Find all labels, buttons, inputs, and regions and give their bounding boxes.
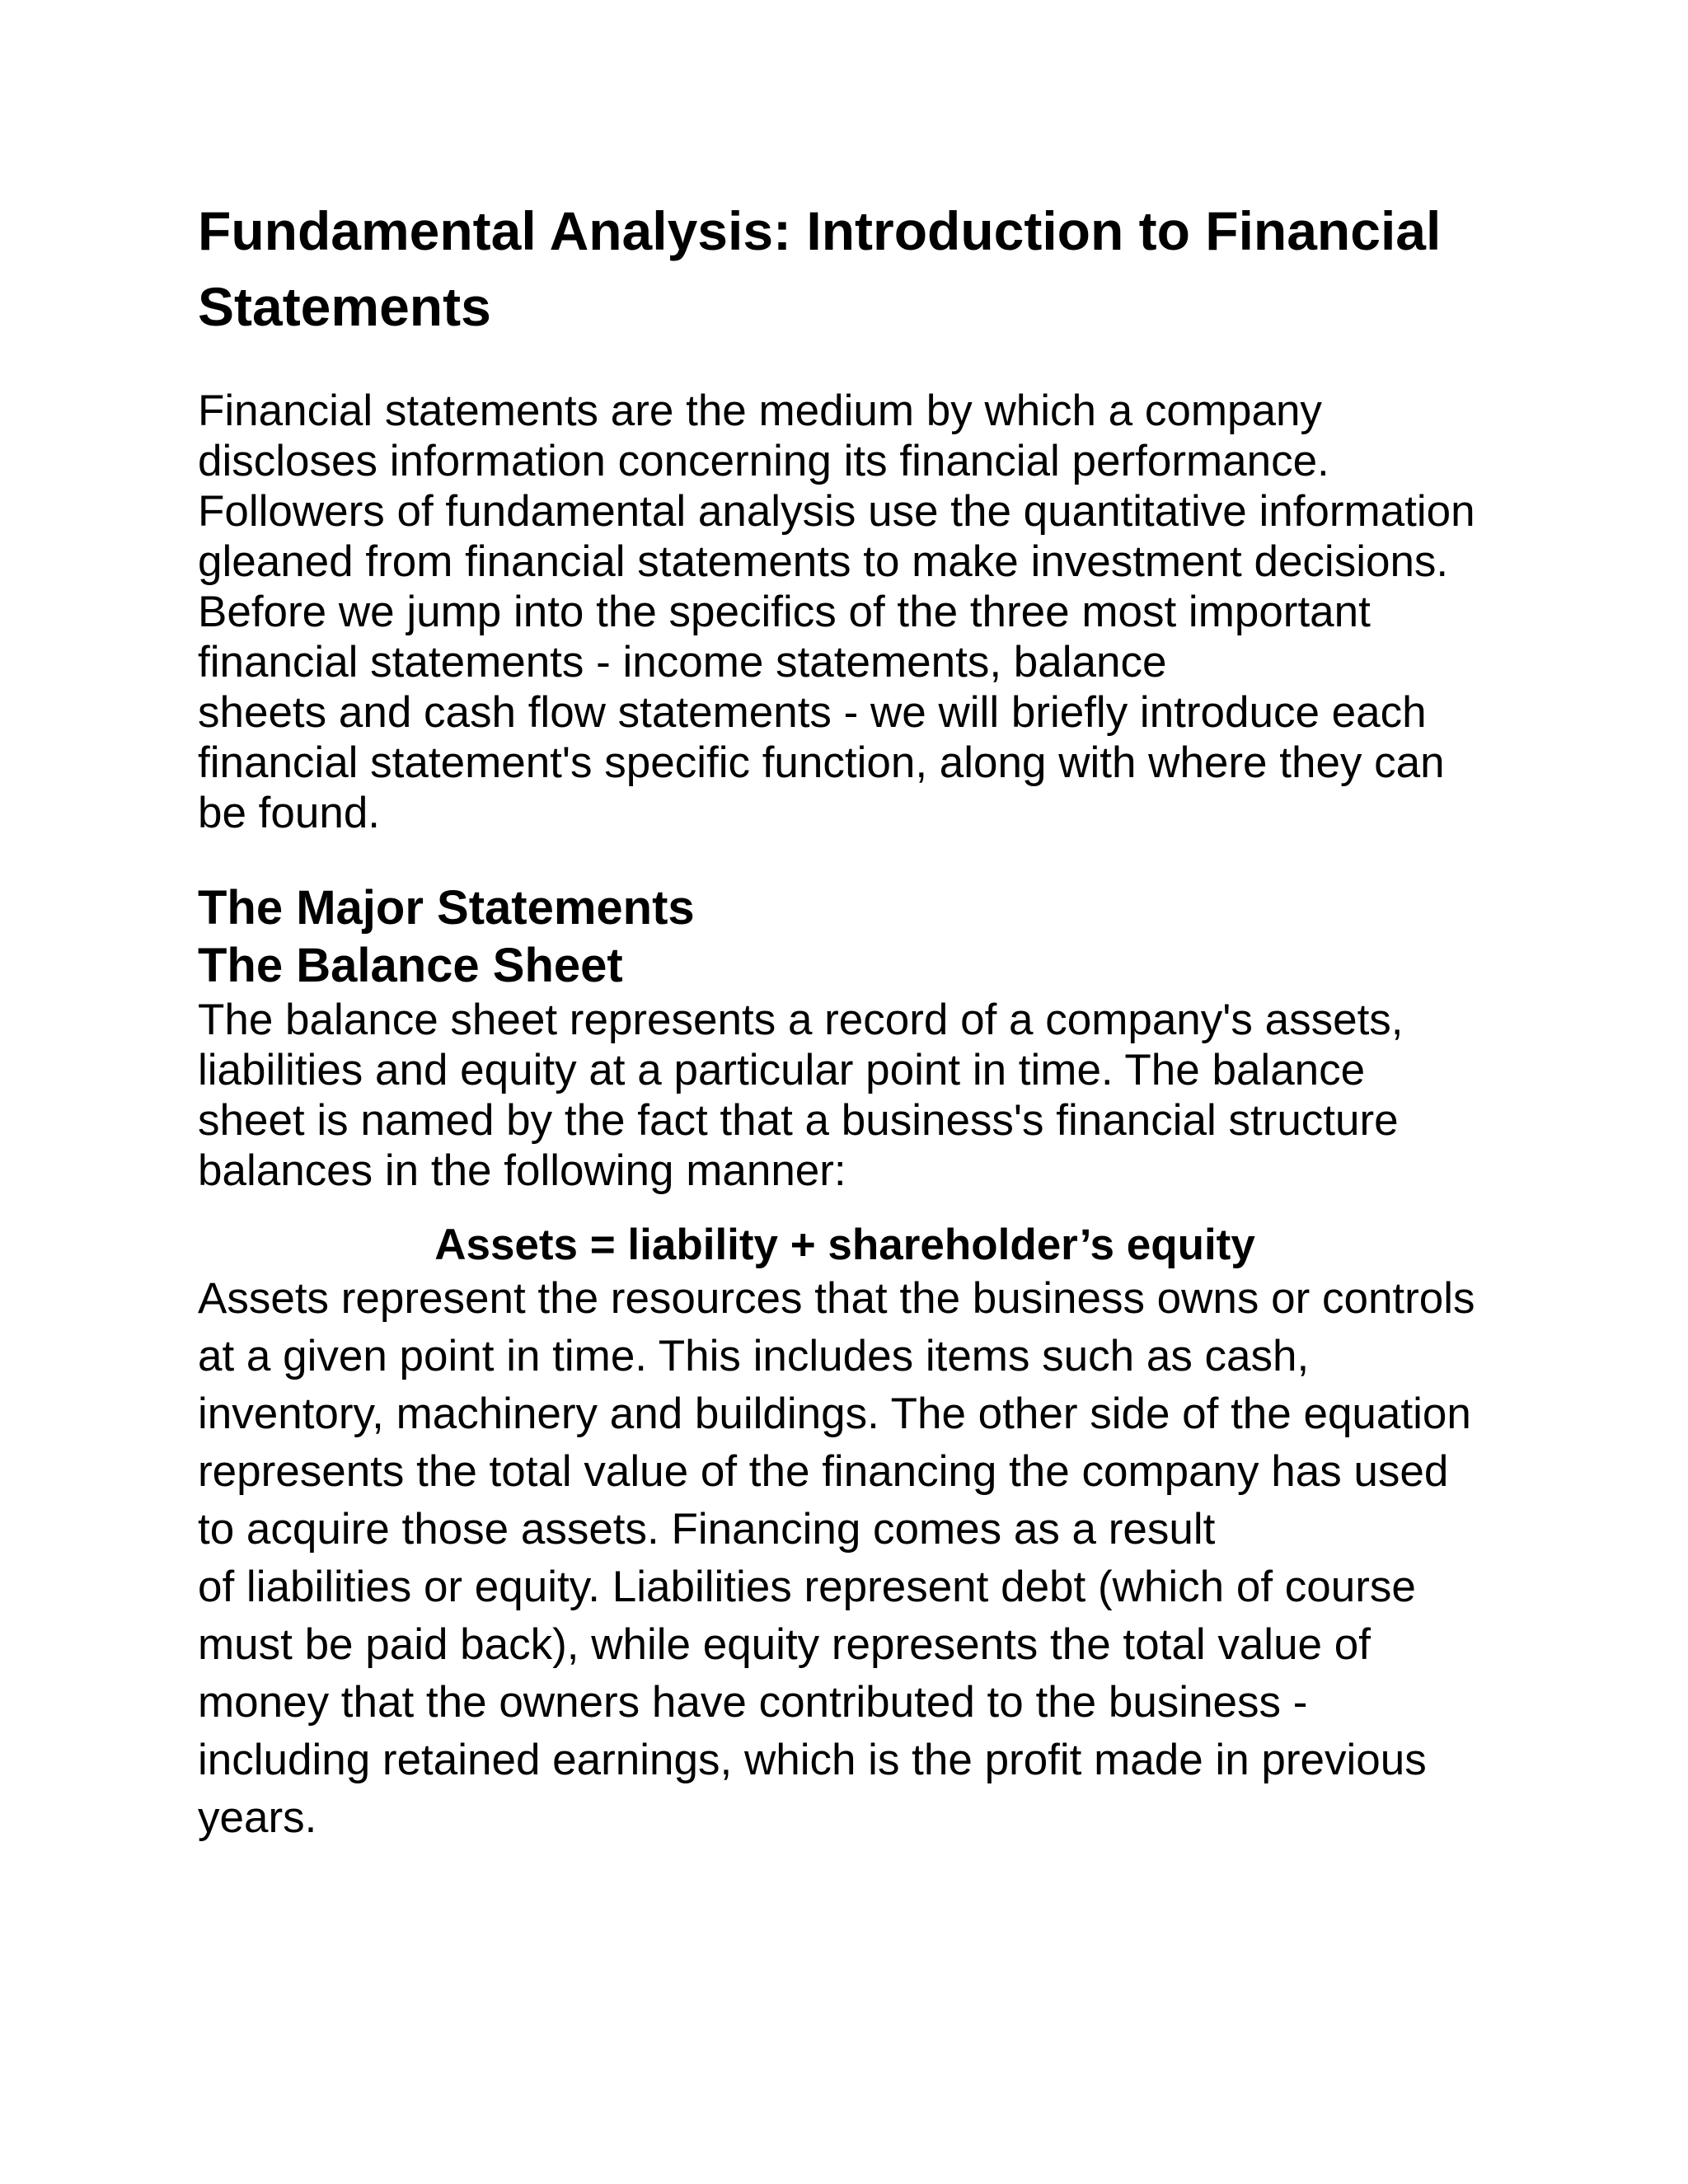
text-line: must be paid back), while equity represents the total value of [198, 1620, 1371, 1669]
text-line: including retained earnings, which is the profit made in previous [198, 1736, 1427, 1784]
section-headings [198, 879, 1508, 995]
title-line: Statements [198, 276, 491, 337]
heading-balance-sheet: The Balance Sheet [198, 939, 623, 992]
text-line: Before we jump into the specifics of the three most important [198, 588, 1371, 636]
page-title [198, 193, 1508, 344]
text-line: sheets and cash flow statements - we will briefly introduce each [198, 688, 1427, 737]
text-line: of liabilities or equity. Liabilities represent debt (which of course [198, 1563, 1416, 1611]
text-line: financial statement's specific function, along with where they can [198, 738, 1445, 787]
assets-paragraph [198, 1270, 1508, 1847]
text-line: financial statements - income statements, balance [198, 638, 1167, 687]
text-line: gleaned from financial statements to make investment decisions. [198, 537, 1449, 586]
text-line: inventory, machinery and buildings. The other side of the equation [198, 1390, 1471, 1438]
text-line: be found. [198, 789, 381, 837]
text-line: liabilities and equity at a particular point in time. The balance [198, 1046, 1366, 1094]
document-page [198, 193, 1508, 1847]
text-line: balances in the following manner: [198, 1146, 846, 1195]
text-line: at a given point in time. This includes items such as cash, [198, 1332, 1310, 1380]
text-line: discloses information concerning its financial performance. [198, 437, 1329, 485]
text-line: Followers of fundamental analysis use the quantitative information [198, 487, 1475, 536]
balance-sheet-paragraph [198, 995, 1508, 1196]
heading-major-statements: The Major Statements [198, 881, 695, 935]
title-line: Fundamental Analysis: Introduction to Financial [198, 200, 1442, 261]
text-line: sheet is named by the fact that a business's financial structure [198, 1096, 1399, 1145]
text-line: represents the total value of the financing the company has used [198, 1447, 1449, 1496]
text-line: years. [198, 1793, 317, 1842]
text-line: Assets represent the resources that the business owns or controls [198, 1274, 1475, 1323]
intro-paragraph [198, 386, 1508, 838]
text-line: money that the owners have contributed to the business - [198, 1678, 1308, 1727]
text-line: Financial statements are the medium by which a company [198, 387, 1322, 435]
text-line: to acquire those assets. Financing comes as a result [198, 1505, 1216, 1554]
text-line: The balance sheet represents a record of a company's assets, [198, 996, 1404, 1044]
accounting-equation: Assets = liability + shareholder’s equity [434, 1221, 1255, 1269]
